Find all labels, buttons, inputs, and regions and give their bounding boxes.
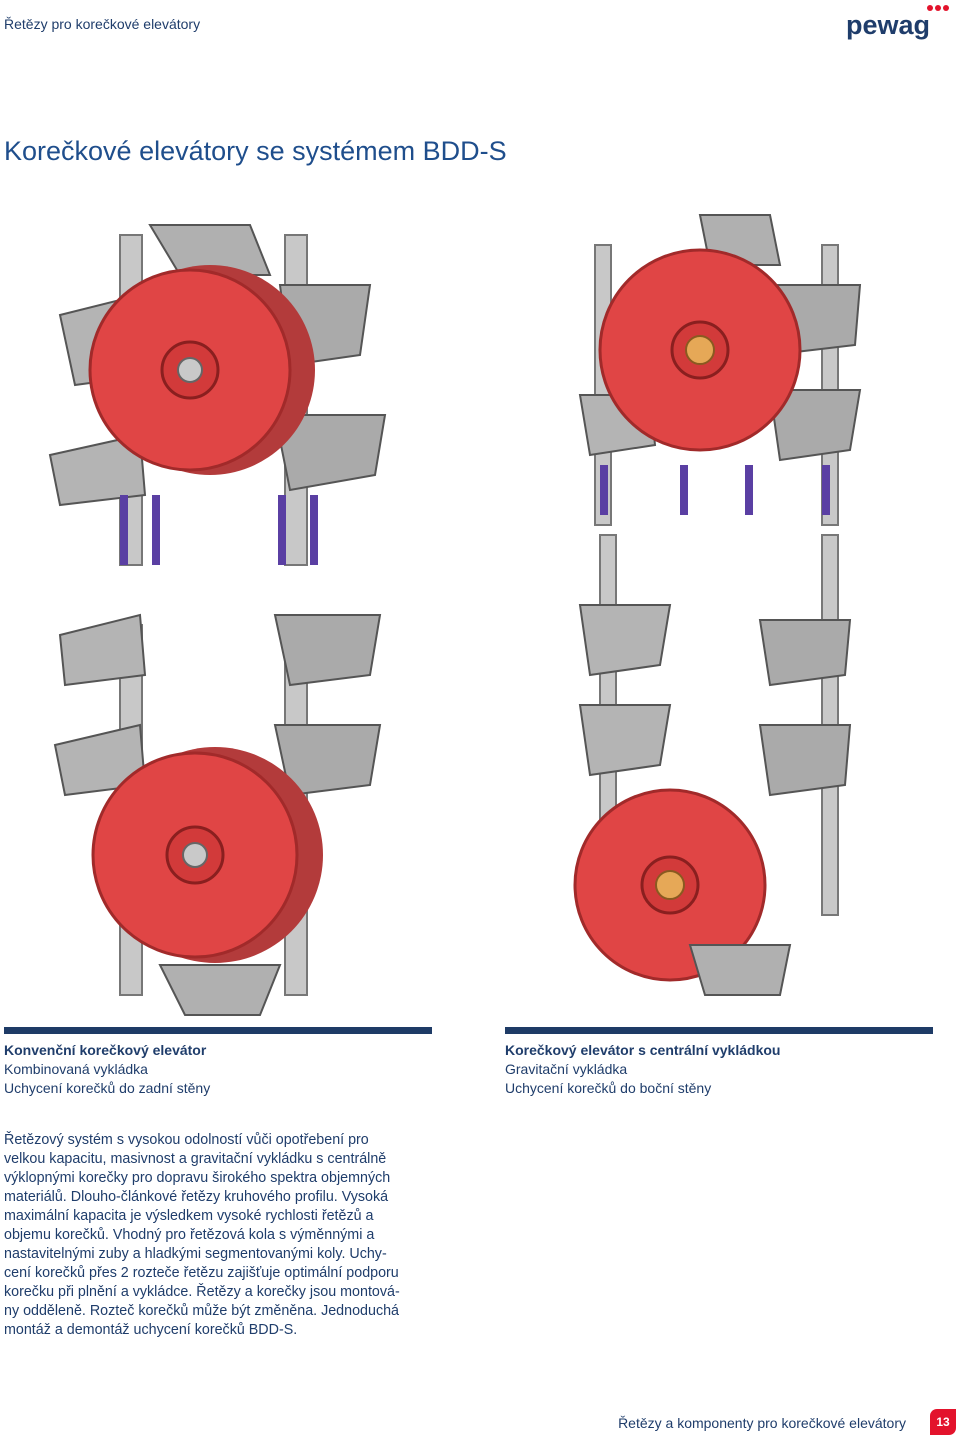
caption-line: Kombinovaná vykládka <box>4 1061 148 1077</box>
left-top-assembly <box>50 225 385 565</box>
left-bottom-assembly <box>55 615 380 1015</box>
page-heading: Korečkové elevátory se systémem BDD-S <box>4 136 507 166</box>
body-line: nastavitelnými zuby a hladkými segmentovanými koly. Uchy- <box>4 1246 387 1262</box>
body-line: výklopnými korečky pro dopravu širokého spektra objemných <box>4 1170 391 1186</box>
caption-rule <box>505 1027 933 1034</box>
body-line: cení korečků přes 2 rozteče řetězu zajišťuje optimální podporu <box>4 1265 399 1281</box>
body-line: objemu korečků. Vhodný pro řetězová kola s výměnnými a <box>4 1227 375 1243</box>
caption-conventional-elevator <box>4 1027 432 1098</box>
body-line: ny odděleně. Rozteč korečků může být změněna. Jednoduchá <box>4 1303 399 1319</box>
caption-line: Gravitační vykládka <box>505 1061 628 1077</box>
right-bottom-assembly <box>575 535 850 995</box>
conventional-elevator-illustration <box>40 205 480 1020</box>
body-line: maximální kapacita je výsledkem vysoké rychlosti řetězů a <box>4 1208 374 1224</box>
caption-title: Konvenční korečkový elevátor <box>4 1042 207 1058</box>
page-number-badge: 13 <box>930 1409 956 1435</box>
header-title: Řetězy pro korečkové elevátory <box>4 16 201 32</box>
right-top-assembly <box>580 215 860 525</box>
central-discharge-elevator-illustration <box>560 205 880 1020</box>
body-paragraph <box>4 1131 424 1340</box>
body-line: Řetězový systém s vysokou odolností vůči opotřebení pro <box>4 1132 369 1148</box>
pewag-logo <box>844 4 954 40</box>
body-line: montáž a demontáž uchycení korečků BDD-S. <box>4 1322 298 1338</box>
body-line: velkou kapacitu, masivnost a gravitační vykládku s centrálně <box>4 1151 387 1167</box>
svg-text:pewag: pewag <box>846 10 931 40</box>
footer-title: Řetězy a komponenty pro korečkové elevátory <box>618 1415 906 1431</box>
caption-central-discharge-elevator <box>505 1027 933 1098</box>
body-line: korečku při plnění a vykládce. Řetězy a korečky jsou montová- <box>4 1284 400 1300</box>
caption-line: Uchycení korečků do zadní stěny <box>4 1080 211 1096</box>
body-line: materiálů. Dlouho-článkové řetězy kruhového profilu. Vysoká <box>4 1189 389 1205</box>
caption-title: Korečkový elevátor s centrální vykládkou <box>505 1042 781 1058</box>
caption-rule <box>4 1027 432 1034</box>
caption-line: Uchycení korečků do boční stěny <box>505 1080 712 1096</box>
